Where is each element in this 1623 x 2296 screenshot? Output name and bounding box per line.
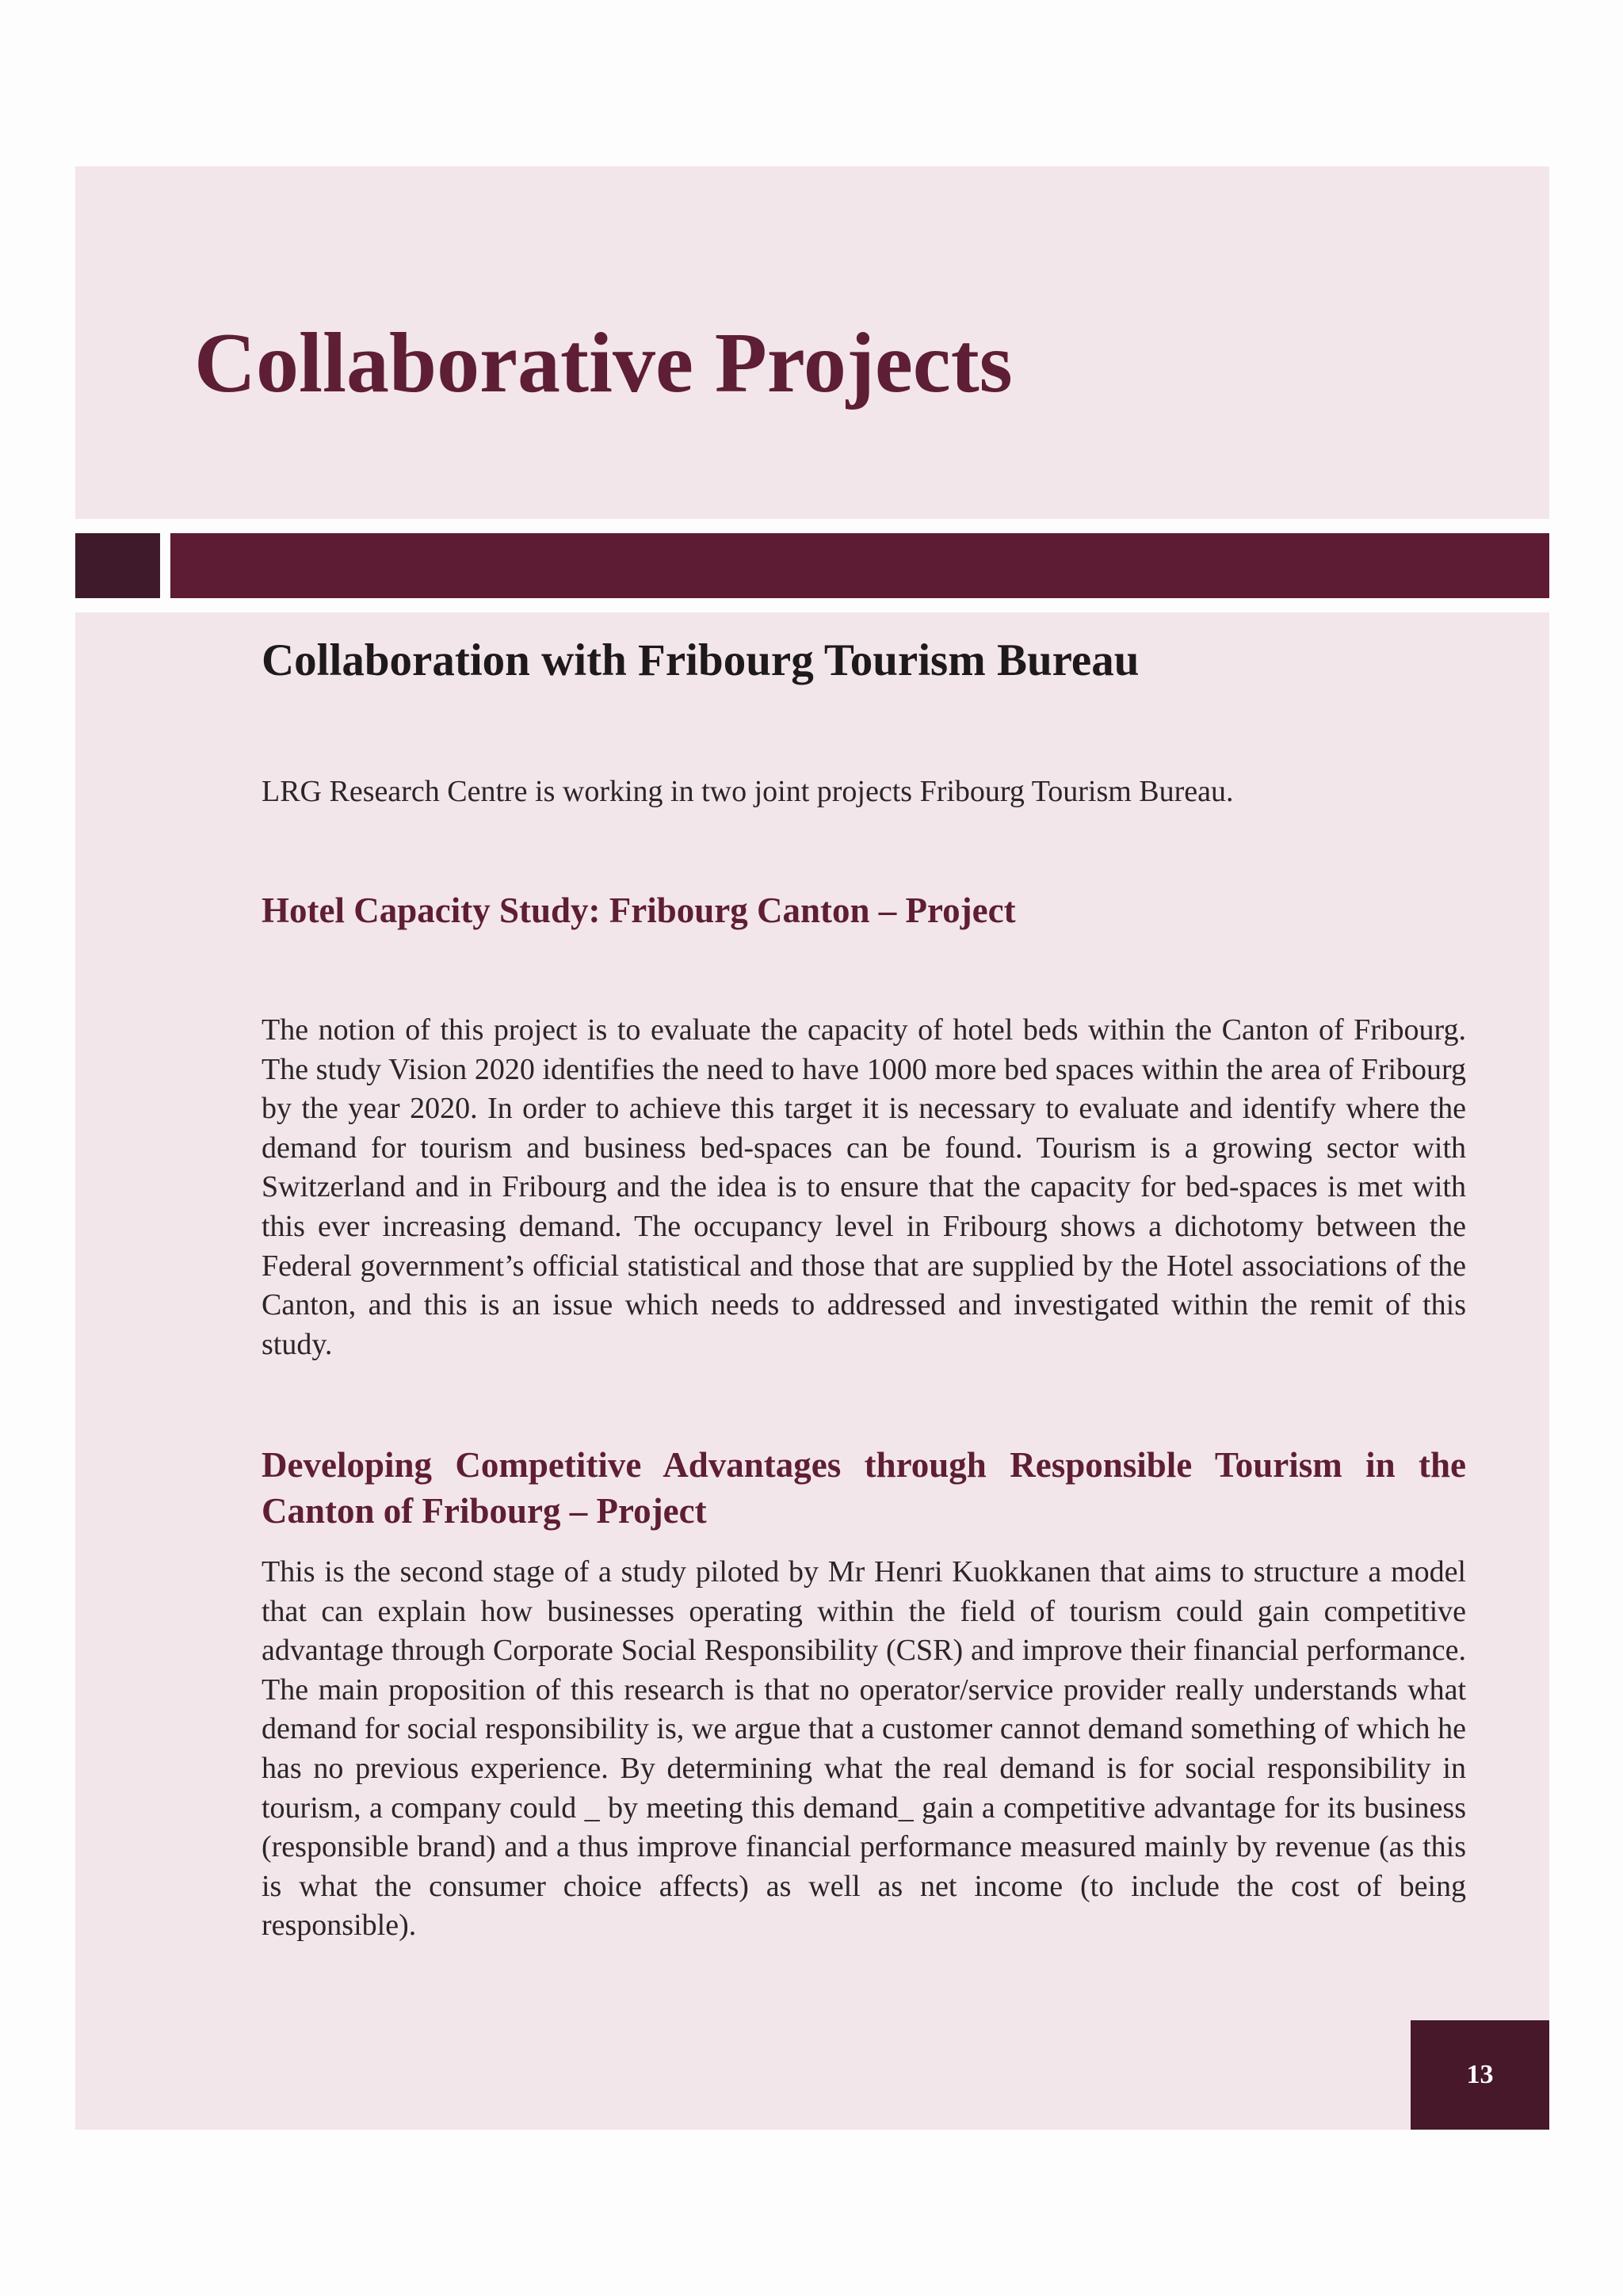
project-body-hotel-capacity: The notion of this project is to evaluate the capacity of hotel beds within the Canton of Fribourg. The study Vision 2020 identifies the need to have 1000 more bed spaces within the area of Fribourg by the year 2020. In order to achieve this target it is necessary to evaluate and identify where the demand for tourism and business bed-spaces can be found. Tourism is a growing sector with Switzerland and in Fribourg and the idea is to ensure that the capacity for bed-spaces is met with this ever increasing demand. The occupancy level in Fribourg shows a dichotomy between the Federal government’s official statistical and those that are supplied by the Hotel associations of the Canton, and this is an issue which needs to addressed and investigated within the remit of this study. bbox=[262, 1013, 1466, 1361]
page-number-box bbox=[1411, 2020, 1549, 2130]
page-title: Collaborative Projects bbox=[194, 316, 1013, 410]
project-heading-responsible-tourism: Developing Competitive Advantages through Responsible Tourism in the Canton of Fribourg – Project bbox=[262, 1445, 1466, 1531]
project-heading-hotel-capacity: Hotel Capacity Study: Fribourg Canton – Project bbox=[262, 891, 1016, 930]
project-body-responsible-tourism: This is the second stage of a study piloted by Mr Henri Kuokkanen that aims to structure a model that can explain how businesses operating within the field of tourism could gain competitive advantage through Corporate Social Responsibility (CSR) and improve their financial performance. The main proposition of this research is that no operator/service provider really understands what demand for social responsibility is, we argue that a customer cannot demand something of which he has no previous experience. By determining what the real demand is for social responsibility in tourism, a company could _ by meeting this demand_ gain a competitive advantage for its business (responsible brand) and a thus improve financial performance measured mainly by revenue (as this is what the consumer choice affects) as well as net income (to include the cost of being responsible). bbox=[262, 1555, 1466, 1943]
decorative-band-square bbox=[75, 533, 160, 598]
intro-paragraph: LRG Research Centre is working in two joint projects Fribourg Tourism Bureau. bbox=[262, 775, 1234, 808]
decorative-band-bar bbox=[170, 533, 1549, 598]
page-number: 13 bbox=[1466, 2060, 1494, 2089]
section-heading: Collaboration with Fribourg Tourism Bureau bbox=[262, 635, 1140, 685]
